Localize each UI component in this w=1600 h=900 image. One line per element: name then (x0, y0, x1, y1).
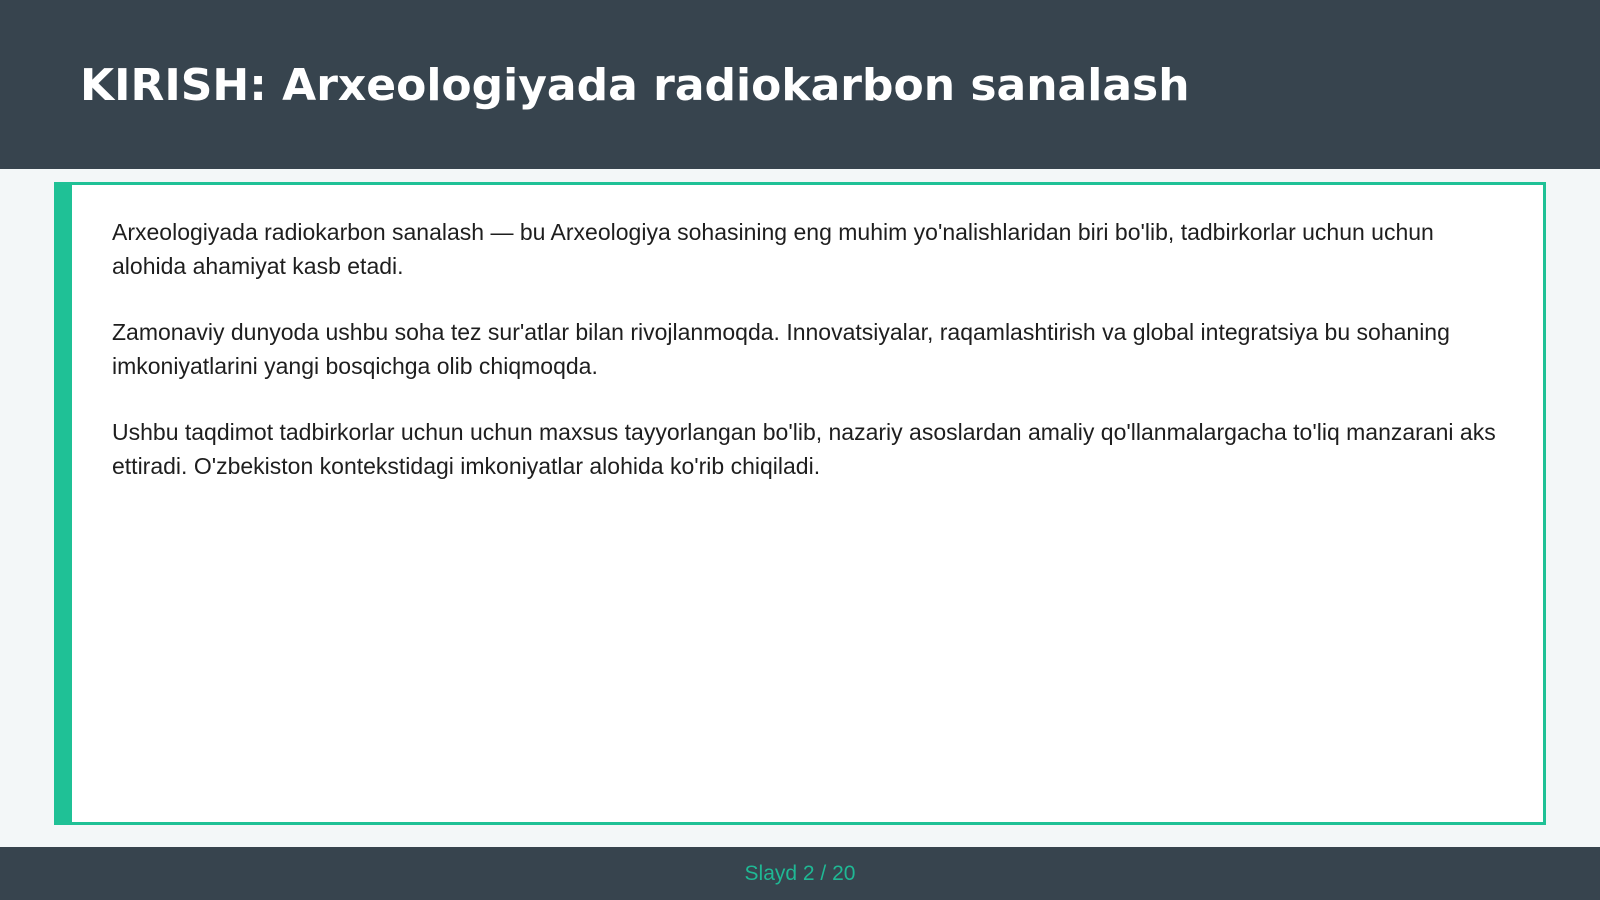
paragraph-presentation-purpose: Ushbu taqdimot tadbirkorlar uchun uchun maxsus tayyorlangan bo'lib, nazariy asoslardan amaliy qo'llanmalargacha to'liq manzarani aks ettiradi. O'zbekiston kontekstidagi imkoniyatlar alohida ko'rib chiqiladi. (112, 419, 1496, 479)
paragraph-intro: Arxeologiyada radiokarbon sanalash — bu Arxeologiya sohasining eng muhim yo'nalishlaridan biri bo'lib, tadbirkorlar uchun uchun alohida ahamiyat kasb etadi. (112, 219, 1434, 279)
paragraph-modern-world: Zamonaviy dunyoda ushbu soha tez sur'atlar bilan rivojlanmoqda. Innovatsiyalar, raqamlashtirish va global integratsiya bu sohaning imkoniyatlarini yangi bosqichga olib chiqmoqda. (112, 319, 1450, 379)
slide-counter: Slayd 2 / 20 (744, 861, 856, 885)
slide-header (0, 0, 1600, 169)
slide-footer (0, 847, 1600, 900)
content-panel (54, 182, 1546, 825)
slide-title: KIRISH: Arxeologiyada radiokarbon sanalash (80, 60, 1190, 111)
paragraph-list (112, 215, 1512, 515)
